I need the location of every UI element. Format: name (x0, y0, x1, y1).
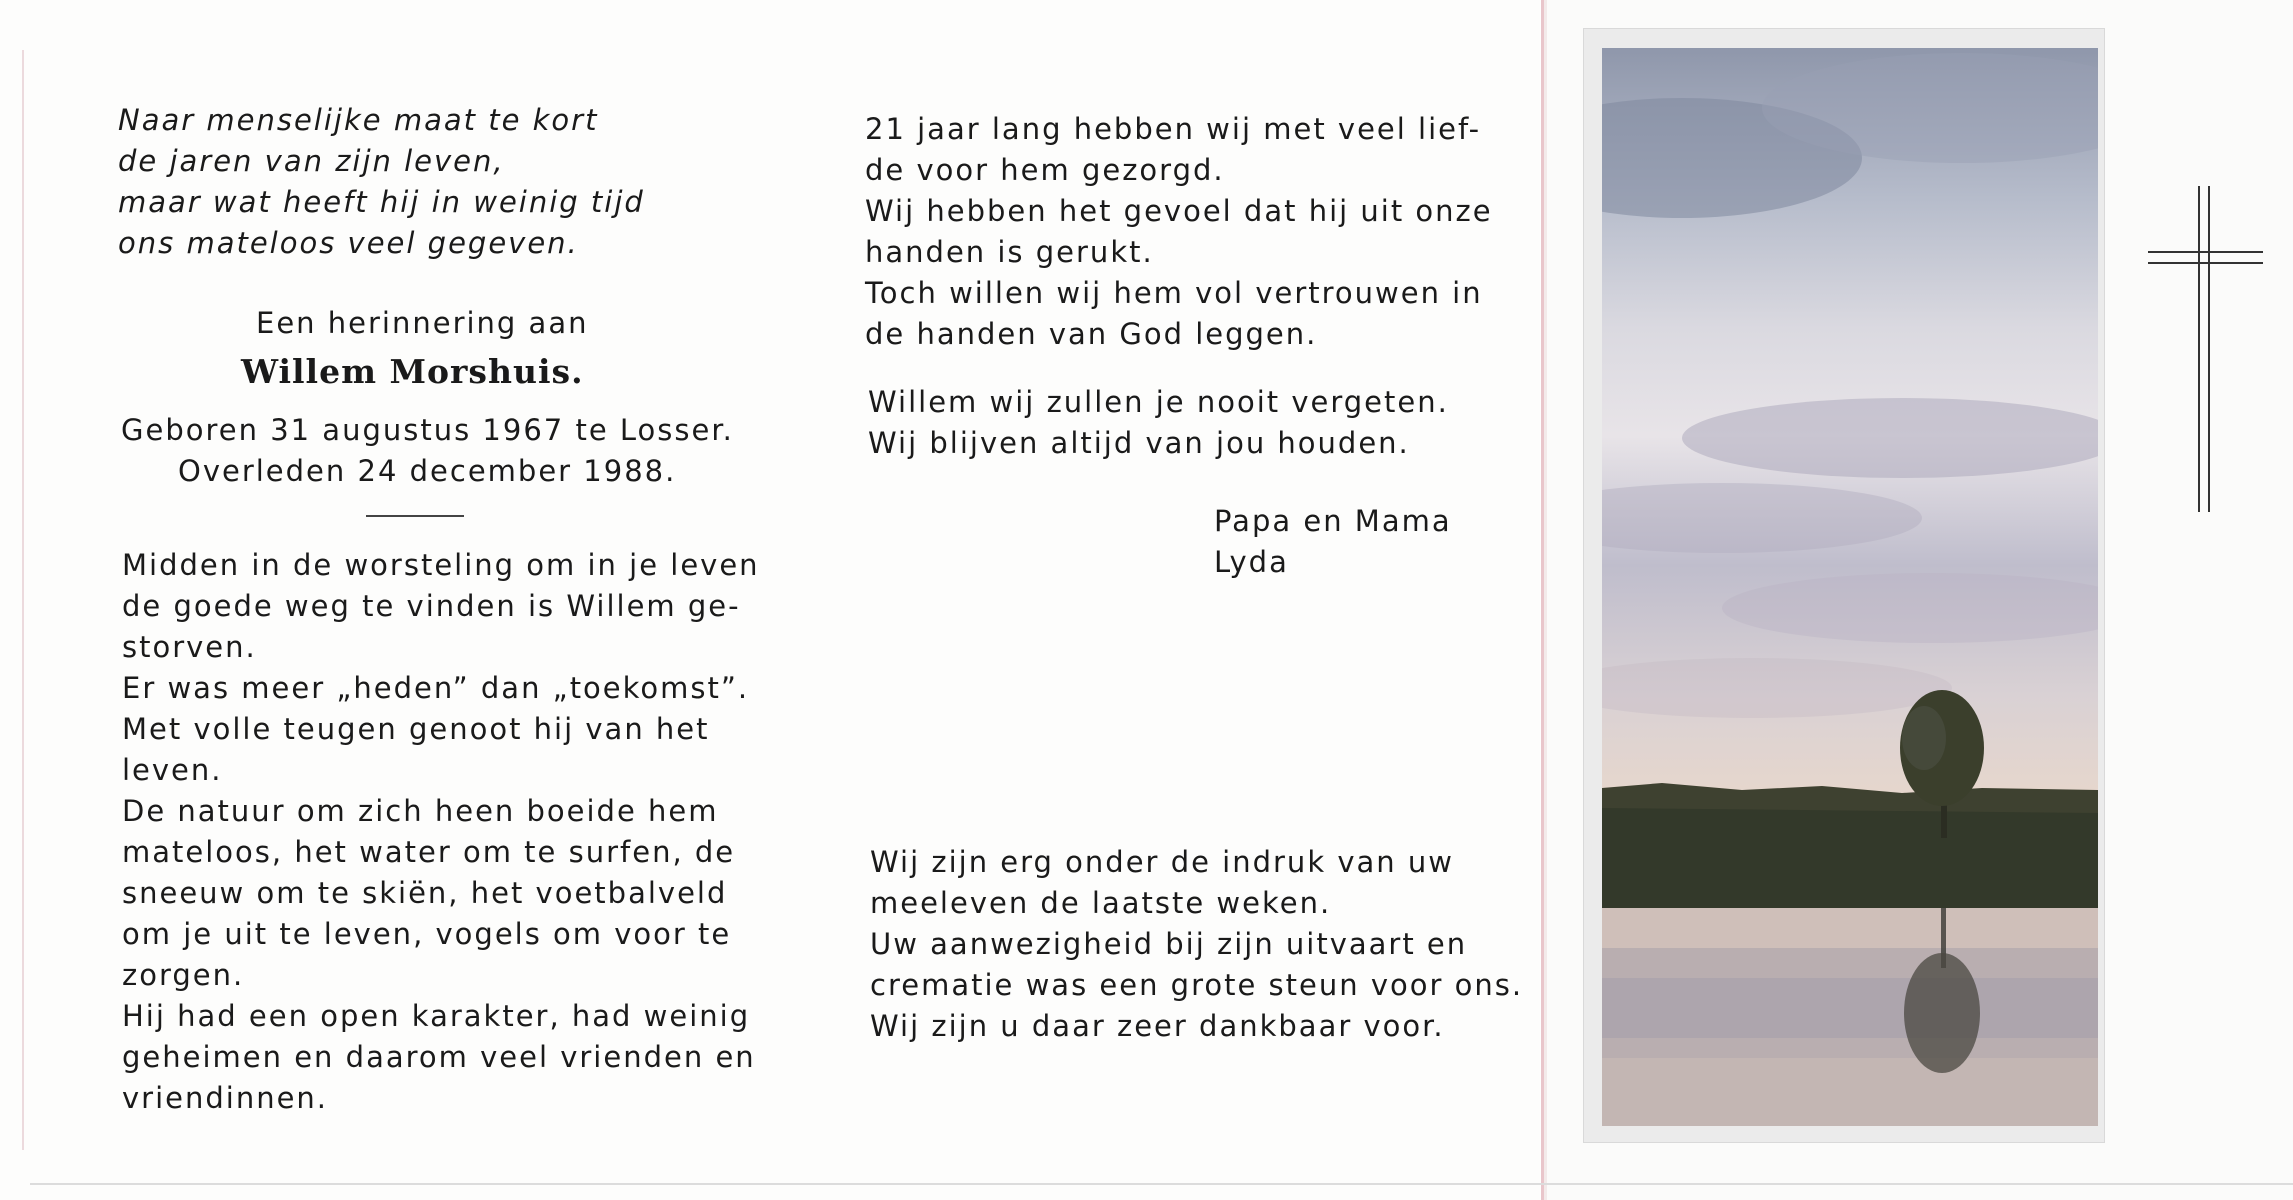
memorial-poem (118, 100, 645, 264)
story-line: storven. (122, 630, 257, 664)
poem-line: maar wat heeft hij in weinig tijd (118, 185, 645, 219)
parents-line: de handen van God leggen. (865, 317, 1318, 351)
thanks-line: Wij zijn erg onder de indruk van uw (870, 845, 1454, 879)
story-line: Midden in de worsteling om in je leven (122, 548, 760, 582)
story-line: zorgen. (122, 958, 245, 992)
card-fold-shadow (1544, 0, 1547, 1200)
parents-message (865, 109, 1493, 355)
story-line: Met volle teugen genoot hij van het (122, 712, 710, 746)
cross-stroke (2148, 251, 2263, 253)
farewell-line: Willem wij zullen je nooit vergeten. (868, 385, 1449, 419)
thanks-line: crematie was een grote steun voor ons. (870, 968, 1524, 1002)
thanks-line: Wij zijn u daar zeer dankbaar voor. (870, 1009, 1445, 1043)
memorial-intro: Een herinnering aan (256, 306, 589, 340)
poem-line: ons mateloos veel gegeven. (118, 226, 579, 260)
story-line: om je uit te leven, vogels om voor te (122, 917, 732, 951)
life-story (122, 545, 760, 1119)
signature-line: Papa en Mama (1214, 504, 1452, 538)
poem-line: Naar menselijke maat te kort (118, 103, 599, 137)
birth-line: Geboren 31 augustus 1967 te Losser. (121, 413, 734, 447)
story-line: leven. (122, 753, 223, 787)
parents-line: Wij hebben het gevoel dat hij uit onze (865, 194, 1493, 228)
story-line: sneeuw om te skiën, het voetbalveld (122, 876, 728, 910)
parents-line: de voor hem gezorgd. (865, 153, 1225, 187)
section-divider (366, 515, 464, 517)
parents-line: handen is gerukt. (865, 235, 1154, 269)
story-line: De natuur om zich heen boeide hem (122, 794, 719, 828)
cross-stroke (2208, 186, 2210, 512)
thanks-line: Uw aanwezigheid bij zijn uitvaart en (870, 927, 1468, 961)
signature (1214, 501, 1452, 583)
cross-stroke (2148, 262, 2263, 264)
story-line: Er was meer „heden” dan „toekomst”. (122, 671, 750, 705)
landscape-illustration (1602, 48, 2098, 1126)
death-line: Overleden 24 december 1988. (178, 454, 677, 488)
card-bottom-edge (30, 1183, 2293, 1185)
story-line: Hij had een open karakter, had weinig (122, 999, 751, 1033)
story-line: mateloos, het water om te surfen, de (122, 835, 736, 869)
deceased-name: Willem Morshuis. (241, 352, 584, 391)
card-left-edge (22, 50, 24, 1150)
cross-stroke (2198, 186, 2200, 512)
parents-line: 21 jaar lang hebben wij met veel lief- (865, 112, 1482, 146)
farewell-line: Wij blijven altijd van jou houden. (868, 426, 1410, 460)
thank-you-message (870, 842, 1523, 1047)
landscape-photo (1602, 48, 2098, 1126)
story-line: de goede weg te vinden is Willem ge- (122, 589, 741, 623)
story-line: geheimen en daarom veel vrienden en (122, 1040, 756, 1074)
farewell-message (868, 382, 1449, 464)
signature-line: Lyda (1214, 545, 1289, 579)
thanks-line: meeleven de laatste weken. (870, 886, 1332, 920)
story-line: vriendinnen. (122, 1081, 329, 1115)
poem-line: de jaren van zijn leven, (118, 144, 505, 178)
parents-line: Toch willen wij hem vol vertrouwen in (865, 276, 1483, 310)
